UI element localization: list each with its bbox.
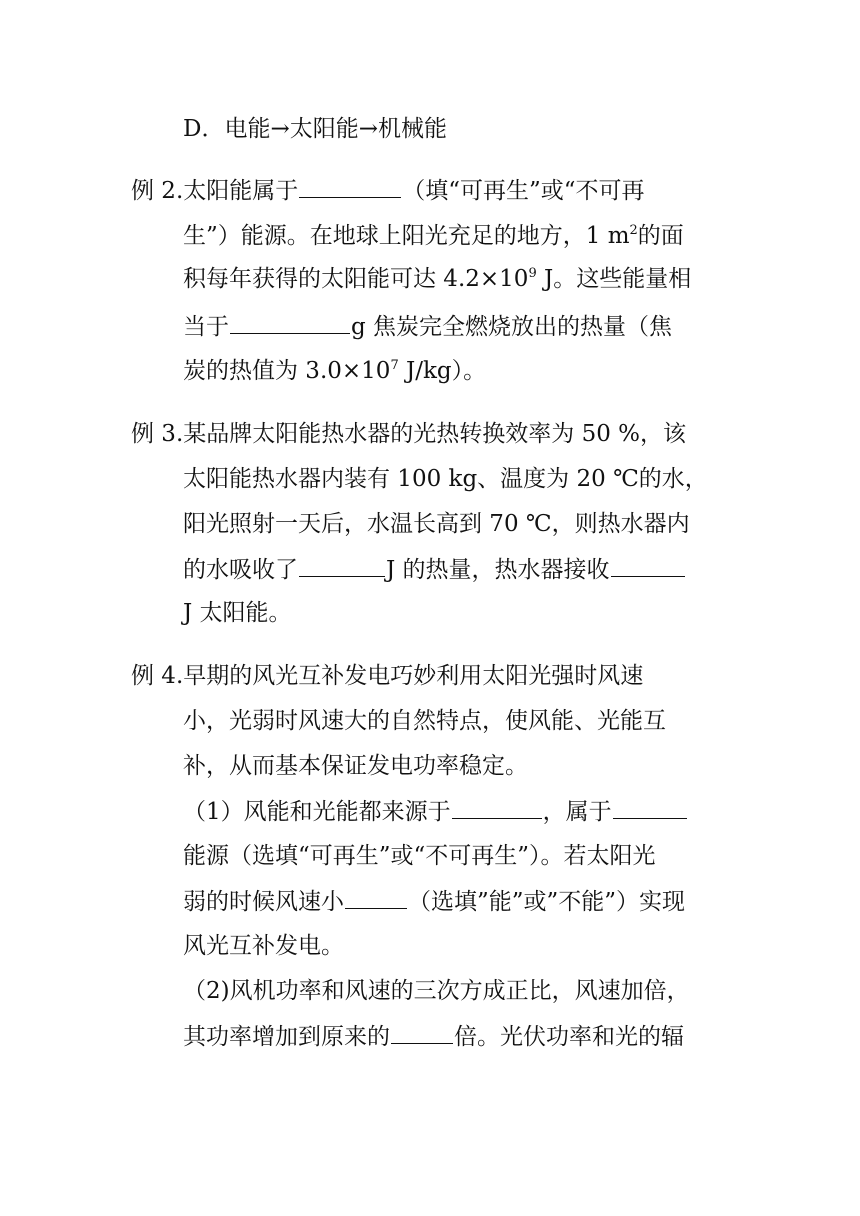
ex3-text: J 太阳能。	[183, 600, 292, 626]
ex4-text: 弱的时候风速小	[183, 889, 344, 915]
ex3-text: 太阳能热水器内装有 100 kg、温度为 20 ℃的水，	[183, 466, 708, 492]
ex4-q1-line-4	[183, 931, 344, 961]
answer-blank[interactable]	[299, 175, 401, 198]
superscript: 7	[390, 358, 399, 373]
ex2-text: J。这些能量相	[536, 266, 692, 292]
ex4-q1-line-2	[183, 841, 656, 871]
ex4-text: 能源（选填“可再生”或“不可再生”）。若太阳光	[183, 843, 656, 869]
ex2-line-5	[183, 356, 486, 386]
ex4-q2-line-1	[183, 976, 690, 1006]
ex4-text: （选填”能”或”不能”）实现	[408, 889, 686, 915]
ex2-line-1	[131, 175, 645, 205]
ex4-line-3	[183, 751, 528, 781]
ex2-text: （填“可再生”或“不可再	[402, 178, 645, 204]
ex4-text: 例 4.早期的风光互补发电巧妙利用太阳光强时风速	[131, 663, 644, 689]
superscript: 2	[629, 223, 638, 238]
ex3-text: 的水吸收了	[183, 557, 298, 583]
ex3-text: 阳光照射一天后，水温长高到 70 ℃，则热水器内	[183, 511, 690, 537]
answer-blank[interactable]	[299, 554, 385, 577]
ex3-line-2	[183, 464, 708, 494]
superscript: 9	[528, 266, 537, 281]
answer-blank[interactable]	[613, 796, 687, 819]
ex2-text: 当于	[183, 314, 229, 340]
ex3-line-4	[183, 554, 686, 584]
option-d-text: D．电能→太阳能→机械能	[183, 116, 447, 142]
ex3-line-3	[183, 509, 690, 539]
ex3-line-5	[183, 598, 292, 628]
ex4-line-2	[183, 706, 666, 736]
ex3-text: J 的热量，热水器接收	[386, 557, 610, 583]
ex4-text: ，属于	[542, 799, 612, 825]
answer-blank[interactable]	[230, 311, 350, 334]
ex2-text: 生”）能源。在地球上阳光充足的地方，1 m	[183, 223, 630, 249]
ex2-text: 炭的热值为 3.0×10	[183, 358, 391, 384]
ex2-text: 例 2.太阳能属于	[131, 178, 299, 204]
option-d	[183, 114, 447, 144]
answer-blank[interactable]	[611, 554, 685, 577]
ex2-text: 积每年获得的太阳能可达 4.2×10	[183, 266, 529, 292]
answer-blank[interactable]	[452, 796, 542, 819]
ex2-line-3	[183, 264, 691, 294]
ex4-line-1	[131, 661, 643, 691]
ex4-text: （2)风机功率和风速的三次方成正比，风速加倍，	[183, 978, 690, 1004]
ex4-text: 其功率增加到原来的	[183, 1024, 390, 1050]
ex4-q2-line-2	[183, 1021, 684, 1051]
ex2-text: g 焦炭完全燃烧放出的热量（焦	[351, 314, 673, 340]
ex4-text: 小，光弱时风速大的自然特点，使风能、光能互	[183, 708, 666, 734]
ex4-text: 补，从而基本保证发电功率稳定。	[183, 753, 528, 779]
ex2-line-2	[183, 221, 684, 251]
ex4-text: 倍。光伏功率和光的辐	[454, 1024, 684, 1050]
ex4-text: （1）风能和光能都来源于	[183, 799, 451, 825]
ex2-text: 的面	[637, 223, 684, 249]
answer-blank[interactable]	[391, 1021, 453, 1044]
ex4-text: 风光互补发电。	[183, 933, 344, 959]
ex2-line-4	[183, 311, 672, 341]
ex4-q1-line-1	[183, 796, 688, 826]
ex3-line-1	[131, 419, 686, 449]
ex4-q1-line-3	[183, 886, 685, 916]
answer-blank[interactable]	[345, 886, 407, 909]
ex2-text: J/kg）。	[398, 358, 487, 384]
ex3-text: 例 3.某品牌太阳能热水器的光热转换效率为 50 %，该	[131, 421, 686, 447]
